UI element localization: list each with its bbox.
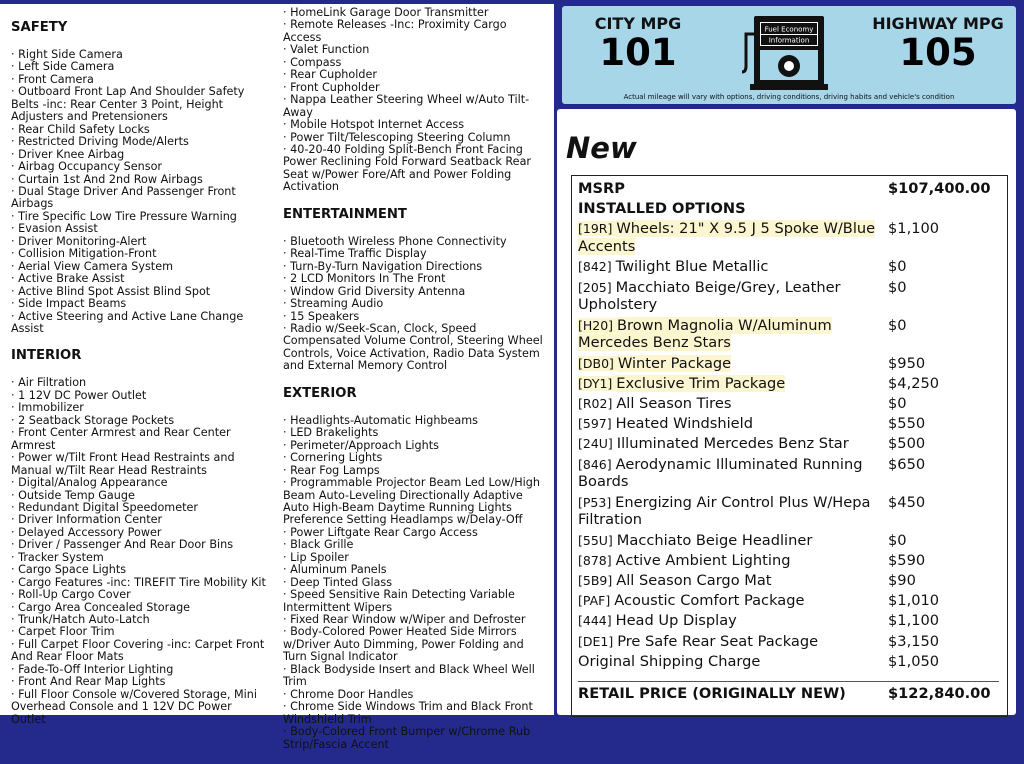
option-price: $0 [888, 395, 907, 412]
feature-item: · Outside Temp Gauge [11, 490, 268, 502]
option-price: $0 [888, 278, 907, 296]
option-price: $590 [888, 551, 926, 569]
feature-item: · 1 12V DC Power Outlet [11, 390, 268, 402]
feature-item: · Chrome Side Windows Trim and Black Front Windshield Trim [283, 701, 545, 726]
feature-list [283, 7, 545, 194]
feature-item: · Active Steering and Active Lane Change Assist [11, 311, 268, 336]
option-code: [R02] [578, 396, 617, 411]
feature-item: · Rear Fog Lamps [283, 465, 545, 477]
option-description [578, 415, 878, 433]
feature-item: · 2 LCD Monitors In The Front [283, 273, 545, 285]
feature-item: · Lip Spoiler [283, 552, 545, 564]
feature-item: · Trunk/Hatch Auto-Latch [11, 614, 268, 626]
feature-item: · Black Bodyside Insert and Black Wheel Well Trim [283, 664, 545, 689]
feature-item: · Roll-Up Cargo Cover [11, 589, 268, 601]
option-description [578, 532, 878, 550]
feature-item: · Mobile Hotspot Internet Access [283, 119, 545, 131]
option-text: Aerodynamic Illuminated Running Boards [578, 455, 863, 491]
section-title: EXTERIOR [283, 385, 357, 401]
option-description [578, 279, 878, 315]
feature-item: · Tracker System [11, 552, 268, 564]
feature-item: · Carpet Floor Trim [11, 626, 268, 638]
feature-item: · Curtain 1st And 2nd Row Airbags [11, 174, 268, 186]
mileage-disclaimer: Actual mileage will vary with options, driving conditions, driving habits and vehicle's condition [623, 93, 955, 101]
option-code: [P53] [578, 494, 616, 510]
feature-item: · Rear Cupholder [283, 69, 545, 81]
option-description [578, 317, 878, 353]
option-text: Macchiato Beige Headliner [616, 531, 813, 549]
feature-item: · 40-20-40 Folding Split-Bench Front Facing Power Reclining Fold Forward Seatback Rear Seat w/Power Fore/Aft and Power Folding Activation [283, 144, 545, 194]
feature-item: · Fade-To-Off Interior Lighting [11, 664, 268, 676]
option-description [578, 592, 878, 610]
feature-item: · Cargo Features -inc: TIREFIT Tire Mobility Kit [11, 577, 268, 589]
option-price: $1,100 [888, 220, 940, 238]
option-code: [DE1] [578, 633, 618, 649]
feature-item: · Driver / Passenger And Rear Door Bins [11, 539, 268, 551]
option-text: Heated Windshield [615, 415, 753, 433]
feature-item: · Streaming Audio [283, 298, 545, 310]
features-column-2 [283, 7, 545, 764]
option-description [578, 395, 878, 413]
option-price: $1,100 [888, 612, 940, 630]
section-title: SAFETY [11, 20, 68, 35]
feature-list [11, 49, 268, 335]
feature-item: · Valet Function [283, 44, 545, 56]
feature-item: · Real-Time Traffic Display [283, 248, 545, 260]
feature-item: · Programmable Projector Beam Led Low/High Beam Auto-Leveling Directionally Adaptive Auto High-Beam Daytime Running Lights Preference Setting Headlamps w/Delay-Off [283, 477, 545, 527]
feature-item: · Power Liftgate Rear Cargo Access [283, 527, 545, 539]
option-description [578, 572, 878, 590]
option-price: $950 [888, 354, 926, 372]
badge-line-2: Information [768, 36, 810, 45]
option-text: All Season Cargo Mat [616, 572, 772, 589]
option-text: Illuminated Mercedes Benz Star [616, 435, 849, 453]
feature-item: · Power w/Tilt Front Head Restraints and Manual w/Tilt Rear Head Restraints [11, 452, 268, 477]
option-description [578, 180, 878, 198]
price-sheet [571, 175, 1008, 717]
feature-item: · Left Side Camera [11, 61, 268, 73]
option-code: [H20] [578, 317, 618, 333]
feature-item: · Fixed Rear Window w/Wiper and Defroster [283, 614, 545, 626]
option-code: [5B9] [578, 573, 617, 588]
feature-item: · Radio w/Seek-Scan, Clock, Speed Compensated Volume Control, Steering Wheel Controls, Voice Activation, Radio Data System and External Memory Control [283, 323, 545, 373]
option-text: All Season Tires [616, 395, 732, 412]
option-price: $3,150 [888, 632, 940, 650]
feature-item: · Driver Information Center [11, 514, 268, 526]
option-description [578, 612, 878, 630]
feature-item: · Speed Sensitive Rain Detecting Variable Intermittent Wipers [283, 589, 545, 614]
feature-item: · 15 Speakers [283, 311, 545, 323]
features-column-1 [11, 20, 268, 739]
feature-item: · Right Side Camera [11, 49, 268, 61]
pricing-panel [557, 109, 1016, 715]
feature-item: · Front Center Armrest and Rear Center Armrest [11, 427, 268, 452]
option-description [578, 552, 878, 570]
feature-item: · Driver Knee Airbag [11, 149, 268, 161]
option-price: $1,010 [888, 592, 940, 610]
feature-item: · Turn-By-Turn Navigation Directions [283, 261, 545, 273]
option-text: Head Up Display [615, 612, 737, 630]
feature-item: · Dual Stage Driver And Passenger Front Airbags [11, 186, 268, 211]
option-price: $550 [888, 415, 926, 433]
option-description [578, 456, 878, 492]
option-text: RETAIL PRICE (ORIGINALLY NEW) [578, 685, 846, 702]
option-text: Brown Magnolia W/Aluminum Mercedes Benz Stars [578, 316, 832, 352]
feature-item: · Aluminum Panels [283, 564, 545, 576]
feature-item: · Air Filtration [11, 377, 268, 389]
feature-item: · Driver Monitoring-Alert [11, 236, 268, 248]
feature-item: · Power Tilt/Telescoping Steering Column [283, 132, 545, 144]
option-text: Exclusive Trim Package [616, 374, 786, 392]
option-code: [444] [578, 613, 616, 629]
option-text: Twilight Blue Metallic [615, 258, 769, 276]
option-code: [DY1] [578, 375, 617, 391]
feature-item: · Front Camera [11, 74, 268, 86]
section-title: INTERIOR [11, 348, 82, 364]
highway-mpg-value: 105 [899, 31, 977, 74]
feature-item: · Rear Child Safety Locks [11, 124, 268, 136]
option-price: $1,050 [888, 652, 940, 670]
option-code: [842] [578, 259, 616, 275]
feature-item: · Body-Colored Front Bumper w/Chrome Rub Strip/Fascia Accent [283, 726, 545, 751]
option-price: $500 [888, 435, 926, 453]
divider [578, 681, 999, 682]
feature-item: · LED Brakelights [283, 427, 545, 439]
option-price: $0 [888, 258, 907, 276]
option-code: [878] [578, 552, 616, 568]
feature-item: · Aerial View Camera System [11, 261, 268, 273]
option-description [578, 494, 878, 530]
feature-item: · Chrome Door Handles [283, 689, 545, 701]
feature-item: · Nappa Leather Steering Wheel w/Auto Tilt-Away [283, 94, 545, 119]
option-price: $0 [888, 531, 907, 549]
feature-item: · Delayed Accessory Power [11, 527, 268, 539]
feature-item: · Cargo Area Concealed Storage [11, 602, 268, 614]
feature-list [283, 236, 545, 373]
option-price: $122,840.00 [888, 685, 991, 702]
fuel-economy-panel [562, 6, 1016, 104]
fuel-pump-icon [740, 14, 832, 90]
city-mpg [578, 14, 698, 73]
option-description [578, 653, 878, 671]
feature-item: · Cornering Lights [283, 452, 545, 464]
option-description [578, 685, 878, 703]
feature-item: · Collision Mitigation-Front [11, 248, 268, 260]
feature-item: · Digital/Analog Appearance [11, 477, 268, 489]
option-code: [DB0] [578, 355, 618, 371]
option-text: INSTALLED OPTIONS [578, 200, 746, 218]
feature-item: · Black Grille [283, 539, 545, 551]
feature-item: · Remote Releases -Inc: Proximity Cargo Access [283, 19, 545, 44]
option-text: Active Ambient Lighting [615, 551, 791, 569]
feature-item: · Full Carpet Floor Covering -inc: Carpet Front And Rear Floor Mats [11, 639, 268, 664]
option-text: Energizing Air Control Plus W/Hepa Filtration [578, 493, 871, 529]
feature-item: · Active Brake Assist [11, 273, 268, 285]
highway-mpg [868, 14, 1008, 73]
feature-item: · Bluetooth Wireless Phone Connectivity [283, 236, 545, 248]
feature-item: · 2 Seatback Storage Pockets [11, 415, 268, 427]
feature-item: · Side Impact Beams [11, 298, 268, 310]
option-description [578, 375, 878, 393]
feature-item: · HomeLink Garage Door Transmitter [283, 7, 545, 19]
feature-item: · Cargo Space Lights [11, 564, 268, 576]
feature-item: · Restricted Driving Mode/Alerts [11, 136, 268, 148]
option-text: MSRP [578, 180, 625, 197]
feature-item: · Evasion Assist [11, 223, 268, 235]
badge-line-1: Fuel Economy [764, 25, 814, 34]
option-code: [597] [578, 416, 616, 432]
feature-item: · Outboard Front Lap And Shoulder Safety Belts -inc: Rear Center 3 Point, Height Adjusters and Pretensioners [11, 86, 268, 123]
option-code: [205] [578, 279, 616, 295]
option-code: [19R] [578, 221, 617, 237]
feature-item: · Compass [283, 57, 545, 69]
option-price: $90 [888, 572, 916, 589]
feature-item: · Deep Tinted Glass [283, 577, 545, 589]
option-description [578, 355, 878, 373]
option-code: [846] [578, 456, 616, 472]
highway-mpg-label: HIGHWAY MPG [872, 14, 1004, 33]
feature-item: · Immobilizer [11, 402, 268, 414]
option-description [578, 633, 878, 651]
option-text: Original Shipping Charge [578, 652, 761, 670]
option-text: Macchiato Beige/Grey, Leather Upholstery [578, 278, 841, 314]
city-mpg-label: CITY MPG [594, 14, 682, 33]
new-label: New [566, 131, 637, 165]
option-price: $650 [888, 455, 926, 473]
feature-item: · Airbag Occupancy Sensor [11, 161, 268, 173]
feature-item: · Perimeter/Approach Lights [283, 440, 545, 452]
feature-list [11, 377, 268, 726]
features-panel [0, 4, 554, 751]
option-description [578, 220, 878, 256]
option-description [578, 435, 878, 453]
option-price: $0 [888, 316, 907, 334]
feature-item: · Active Blind Spot Assist Blind Spot [11, 286, 268, 298]
feature-item: · Redundant Digital Speedometer [11, 502, 268, 514]
option-text: Acoustic Comfort Package [614, 592, 805, 610]
option-code: [24U] [578, 436, 617, 452]
feature-item: · Window Grid Diversity Antenna [283, 286, 545, 298]
feature-item: · Front And Rear Map Lights [11, 676, 268, 688]
city-mpg-value: 101 [599, 31, 677, 74]
option-code: [55U] [578, 532, 617, 548]
option-price: $4,250 [888, 374, 940, 392]
section-title: ENTERTAINMENT [283, 206, 407, 222]
feature-list [283, 415, 545, 751]
option-text: Winter Package [617, 354, 732, 372]
option-code: [PAF] [578, 593, 615, 609]
feature-item: · Headlights-Automatic Highbeams [283, 415, 545, 427]
feature-item: · Full Floor Console w/Covered Storage, Mini Overhead Console and 1 12V DC Power Outlet [11, 689, 268, 726]
option-price: $450 [888, 493, 926, 511]
feature-item: · Body-Colored Power Heated Side Mirrors w/Driver Auto Dimming, Power Folding and Turn Signal Indicator [283, 626, 545, 663]
feature-item: · Tire Specific Low Tire Pressure Warning [11, 211, 268, 223]
option-price: $107,400.00 [888, 180, 991, 197]
option-text: Pre Safe Rear Seat Package [617, 632, 819, 650]
feature-item: · Front Cupholder [283, 82, 545, 94]
option-description [578, 200, 878, 218]
option-text: Wheels: 21" X 9.5 J 5 Spoke W/Blue Accents [578, 220, 876, 256]
option-description [578, 258, 878, 276]
